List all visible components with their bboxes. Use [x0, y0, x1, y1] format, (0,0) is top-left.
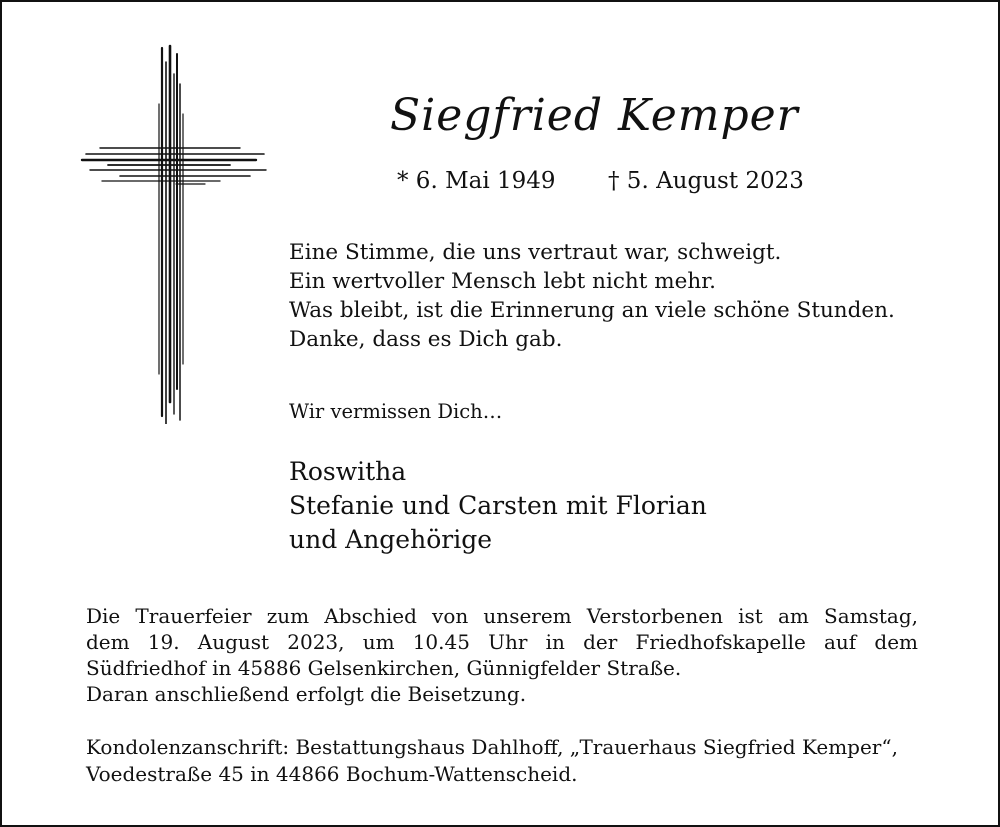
cross-icon [80, 44, 270, 424]
poem-line: Eine Stimme, die uns vertraut war, schweigt. [289, 240, 782, 265]
condolence-line: Kondolenzanschrift: Bestattungshaus Dahlhoff, „Trauerhaus Siegfried Kemper“, [86, 735, 898, 759]
family-signature [289, 455, 707, 557]
poem-line: Danke, dass es Dich gab. [289, 327, 563, 352]
service-line: Südfriedhof in 45886 Gelsenkirchen, Günnigfelder Straße. [86, 656, 682, 680]
service-line: Die Trauerfeier zum Abschied von unserem Verstorbenen ist am Samstag, [86, 604, 918, 628]
family-line: Stefanie und Carsten mit Florian [289, 491, 707, 520]
service-line: Daran anschließend erfolgt die Beisetzung. [86, 682, 527, 706]
poem-line: Was bleibt, ist die Erinnerung an viele schöne Stunden. [289, 298, 895, 323]
family-line: und Angehörige [289, 525, 493, 554]
poem-line: Ein wertvoller Mensch lebt nicht mehr. [289, 269, 716, 294]
service-line: dem 19. August 2023, um 10.45 Uhr in der Friedhofskapelle auf dem [86, 630, 918, 654]
birth-date: * 6. Mai 1949 [397, 168, 556, 194]
family-line: Roswitha [289, 457, 407, 486]
poem [289, 238, 895, 354]
death-date: † 5. August 2023 [608, 168, 804, 194]
service-info [86, 603, 918, 707]
condolence-address [86, 734, 898, 788]
deceased-name: Siegfried Kemper [390, 90, 799, 141]
condolence-line: Voedestraße 45 in 44866 Bochum-Wattenscheid. [86, 762, 578, 786]
miss-line: Wir vermissen Dich… [289, 400, 503, 423]
